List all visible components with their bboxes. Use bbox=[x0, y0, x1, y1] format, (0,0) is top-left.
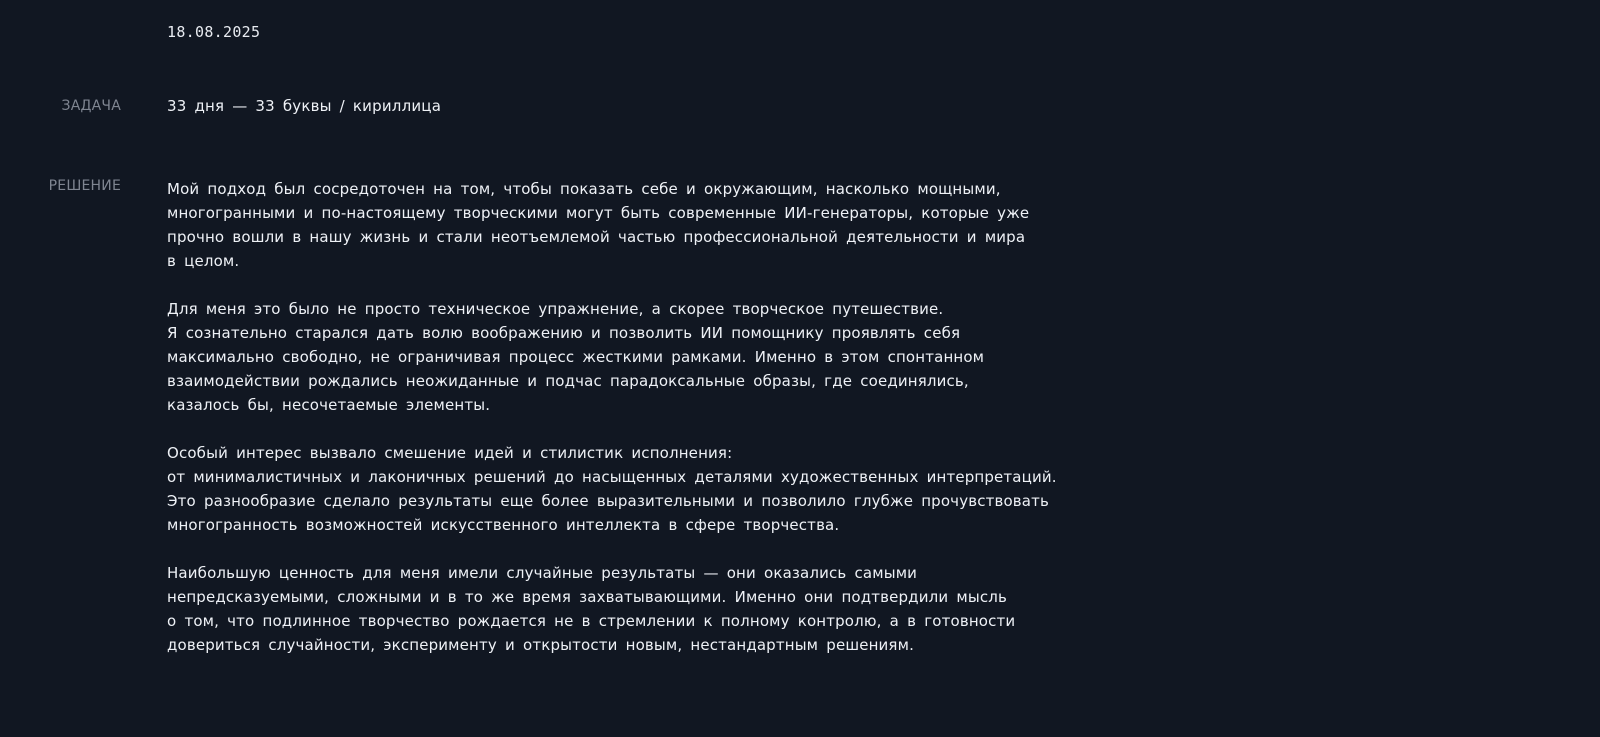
text-line: казалось бы, несочетаемые элементы. bbox=[167, 396, 491, 414]
project-date: 18.08.2025 bbox=[167, 23, 261, 41]
text-line: максимально свободно, не ограничивая процесс жесткими рамками. Именно в этом спонтанном bbox=[167, 348, 985, 366]
solution-text bbox=[167, 177, 1067, 681]
text-line: довериться случайности, эксперименту и открытости новым, нестандартным решениям. bbox=[167, 636, 914, 654]
solution-paragraph bbox=[167, 177, 1067, 273]
text-line: непредсказуемыми, сложными и в то же время захватывающими. Именно они подтвердили мысль bbox=[167, 588, 1007, 606]
text-line: в целом. bbox=[167, 252, 240, 270]
solution-paragraph bbox=[167, 297, 1067, 417]
text-line: о том, что подлинное творчество рождается не в стремлении к полному контролю, а в готовности bbox=[167, 612, 1016, 630]
solution-paragraph bbox=[167, 561, 1067, 657]
solution-label: РЕШЕНИЕ bbox=[48, 178, 121, 194]
text-line: взаимодействии рождались неожиданные и подчас парадоксальные образы, где соединялись, bbox=[167, 372, 969, 390]
solution-paragraph bbox=[167, 441, 1067, 537]
task-text: 33 дня — 33 буквы / кириллица bbox=[167, 97, 442, 115]
text-line: от минималистичных и лаконичных решений до насыщенных деталями художественных интерпретаций. bbox=[167, 468, 1057, 486]
text-line: Я сознательно старался дать волю воображению и позволить ИИ помощнику проявлять себя bbox=[167, 324, 961, 342]
text-line: прочно вошли в нашу жизнь и стали неотъемлемой частью профессиональной деятельности и мира bbox=[167, 228, 1026, 246]
text-line: Наибольшую ценность для меня имели случайные результаты — они оказались самыми bbox=[167, 564, 918, 582]
task-label: ЗАДАЧА bbox=[61, 98, 121, 114]
text-line: многогранность возможностей искусственного интеллекта в сфере творчества. bbox=[167, 516, 840, 534]
text-line: многогранными и по-настоящему творческими могут быть современные ИИ-генераторы, которые уже bbox=[167, 204, 1030, 222]
text-line: Это разнообразие сделало результаты еще более выразительными и позволило глубже прочувствовать bbox=[167, 492, 1050, 510]
text-line: Особый интерес вызвало смешение идей и стилистик исполнения: bbox=[167, 444, 733, 462]
text-line: Для меня это было не просто техническое упражнение, а скорее творческое путешествие. bbox=[167, 300, 944, 318]
text-line: Мой подход был сосредоточен на том, чтобы показать себе и окружающим, насколько мощными, bbox=[167, 180, 1001, 198]
